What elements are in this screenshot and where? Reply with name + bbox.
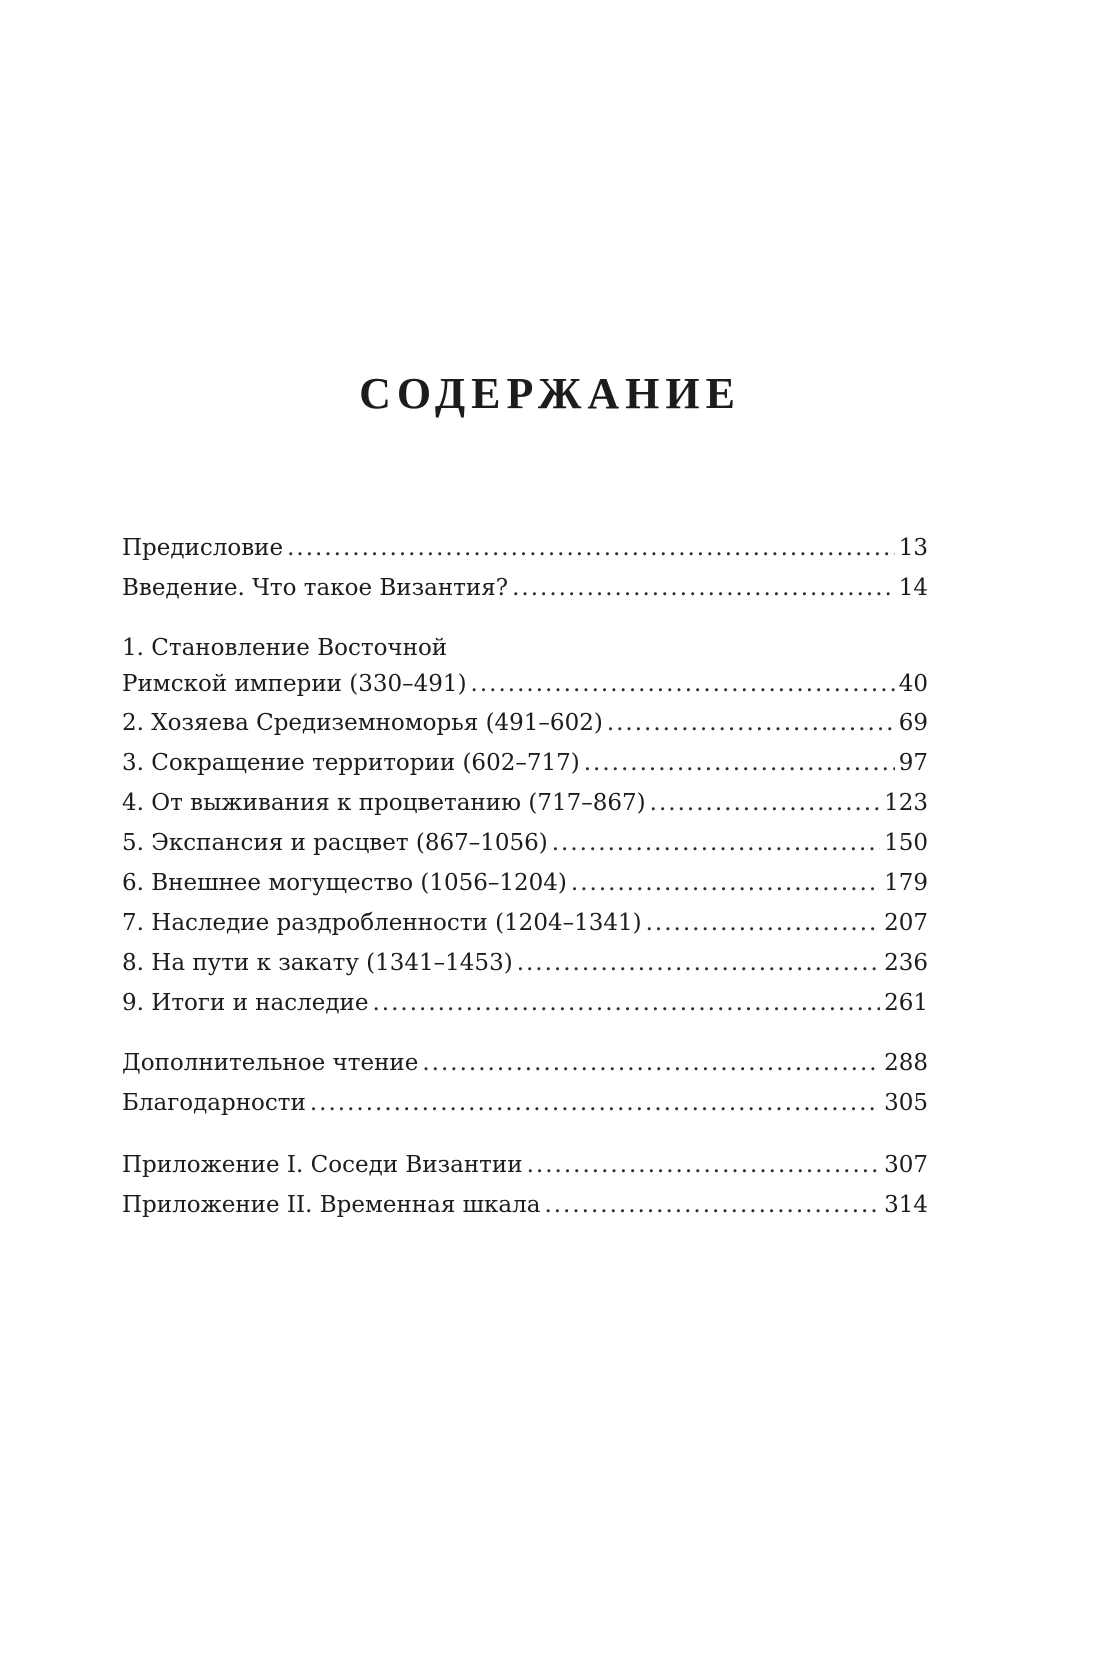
toc-entry-chapter-1[interactable]	[122, 630, 928, 702]
toc-page-number: 236	[884, 950, 928, 976]
dot-leader	[512, 570, 895, 606]
toc-page-number: 150	[884, 830, 928, 856]
toc-page-number: 69	[898, 710, 928, 736]
toc-entry-chapter-2[interactable]	[122, 705, 928, 741]
toc-entry-label: Предисловие	[122, 535, 284, 561]
toc-entry-appendix-1[interactable]	[122, 1147, 928, 1183]
toc-entry-chapter-9[interactable]	[122, 985, 928, 1021]
dot-leader	[646, 905, 881, 941]
toc-entry-label: Введение. Что такое Византия?	[122, 575, 509, 601]
toc-entry-label: 4. От выживания к процветанию (717–867)	[122, 790, 646, 816]
toc-entry-label: 2. Хозяева Средиземноморья (491–602)	[122, 710, 603, 736]
page-title: СОДЕРЖАНИЕ	[359, 369, 741, 418]
toc-entry-label: 9. Итоги и наследие	[122, 990, 369, 1016]
toc-entry-chapter-5[interactable]	[122, 825, 928, 861]
dot-leader	[527, 1147, 881, 1183]
dot-leader	[372, 985, 880, 1021]
toc-page-number: 123	[884, 790, 928, 816]
toc-entry-label-line1: 1. Становление Восточной	[122, 635, 448, 661]
dot-leader	[584, 745, 895, 781]
dot-leader	[544, 1187, 880, 1223]
toc-entry-chapter-4[interactable]	[122, 785, 928, 821]
toc-page-number: 207	[884, 910, 928, 936]
toc-page-number: 40	[898, 671, 928, 697]
toc-page-number: 307	[884, 1152, 928, 1178]
dot-leader	[287, 530, 895, 566]
toc-page-number: 13	[898, 535, 928, 561]
toc-entry-introduction[interactable]	[122, 570, 928, 606]
dot-leader	[552, 825, 880, 861]
toc-entry-appendix-2[interactable]	[122, 1187, 928, 1223]
toc-page-number: 314	[884, 1192, 928, 1218]
toc-entry-chapter-7[interactable]	[122, 905, 928, 941]
toc-entry-chapter-6[interactable]	[122, 865, 928, 901]
toc-page-number: 288	[884, 1050, 928, 1076]
toc-entry-label: Приложение II. Временная шкала	[122, 1192, 541, 1218]
toc-entry-label: 3. Сокращение территории (602–717)	[122, 750, 580, 776]
dot-leader	[310, 1085, 880, 1121]
toc-entry-label: Приложение I. Соседи Византии	[122, 1152, 523, 1178]
toc-page-number: 97	[898, 750, 928, 776]
toc-page-number: 305	[884, 1090, 928, 1116]
dot-leader	[422, 1045, 880, 1081]
dot-leader	[650, 785, 880, 821]
dot-leader	[571, 865, 880, 901]
toc-entry-preface[interactable]	[122, 530, 928, 566]
toc-entry-further-reading[interactable]	[122, 1045, 928, 1081]
dot-leader	[607, 705, 895, 741]
dot-leader	[517, 945, 880, 981]
toc-page-number: 14	[898, 575, 928, 601]
toc-entry-chapter-8[interactable]	[122, 945, 928, 981]
toc-entry-label: 8. На пути к закату (1341–1453)	[122, 950, 513, 976]
toc-page-number: 261	[884, 990, 928, 1016]
toc-entry-label: 5. Экспансия и расцвет (867–1056)	[122, 830, 548, 856]
dot-leader	[471, 666, 895, 702]
toc-entry-chapter-3[interactable]	[122, 745, 928, 781]
toc-entry-acknowledgements[interactable]	[122, 1085, 928, 1121]
toc-entry-label: Дополнительное чтение	[122, 1050, 419, 1076]
toc-entry-label: Римской империи (330–491)	[122, 671, 467, 697]
toc-entry-label: Благодарности	[122, 1090, 306, 1116]
toc-entry-label: 6. Внешнее могущество (1056–1204)	[122, 870, 567, 896]
toc-entry-label: 7. Наследие раздробленности (1204–1341)	[122, 910, 642, 936]
toc-page-number: 179	[884, 870, 928, 896]
